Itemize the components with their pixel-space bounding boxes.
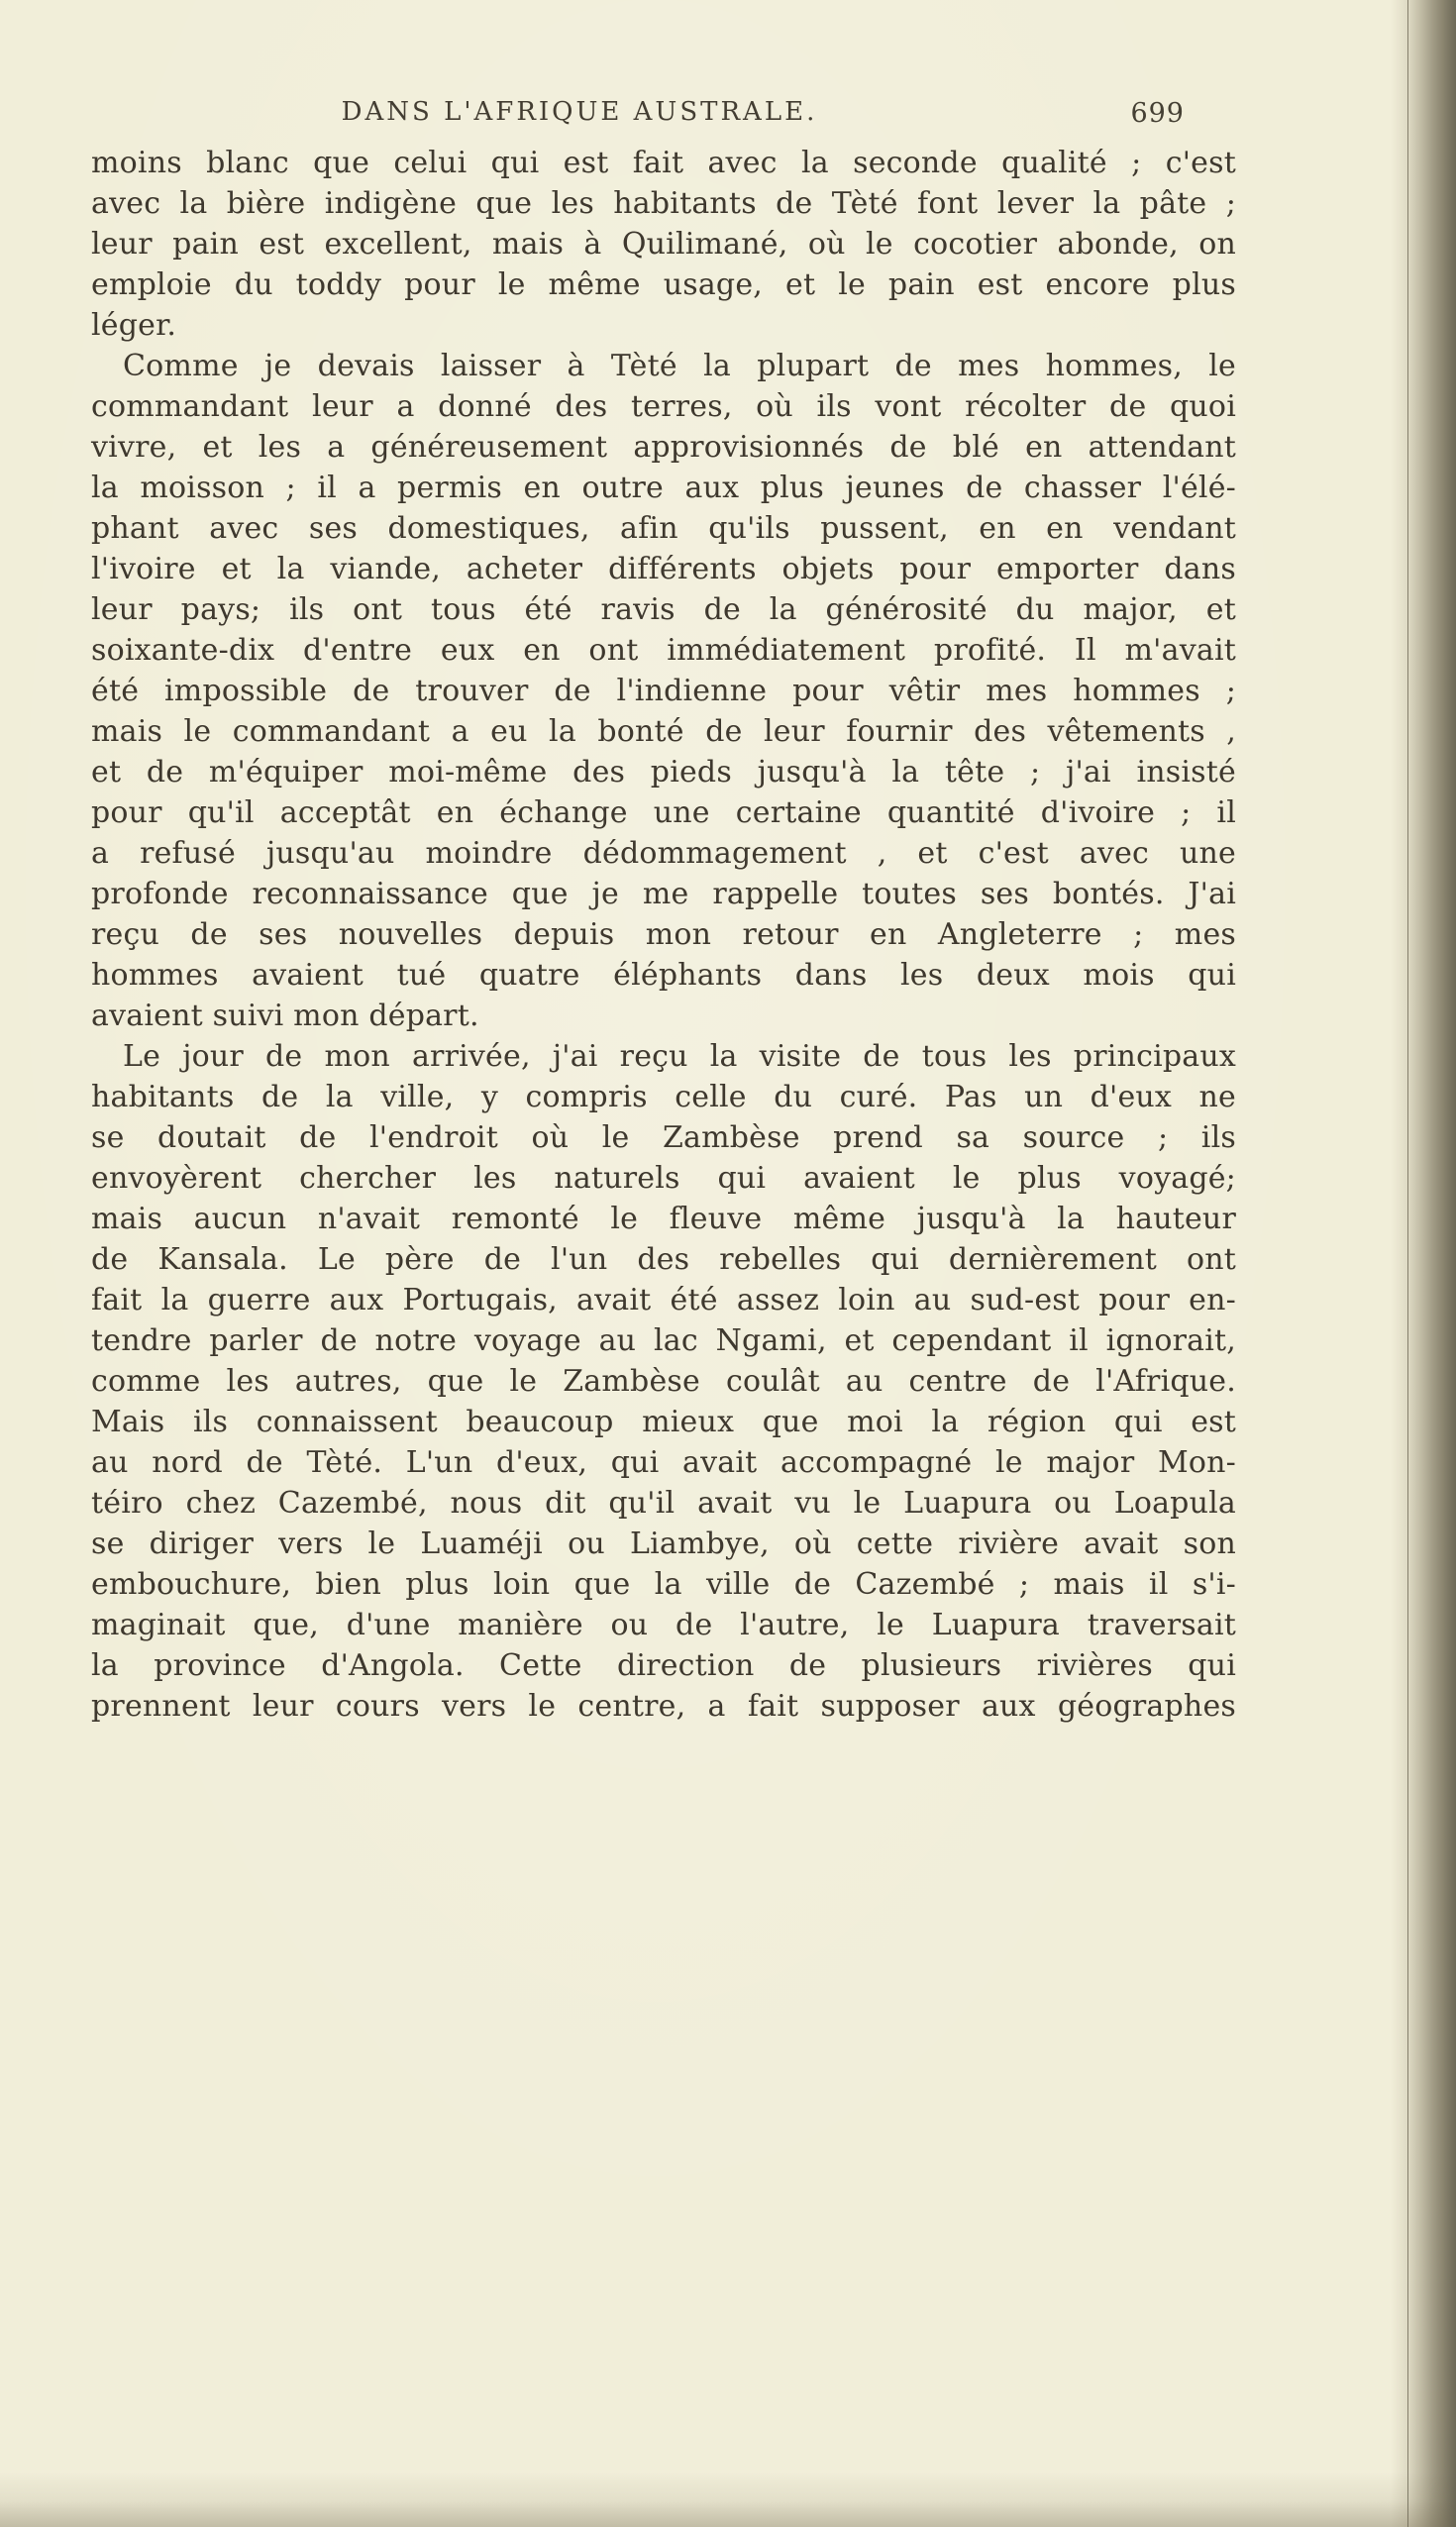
text-line: téiro chez Cazembé, nous dit qu'il avait vu le Luapura ou Loapula bbox=[91, 1486, 1236, 1521]
text-line: mais le commandant a eu la bonté de leur fournir des vêtements , bbox=[91, 714, 1236, 749]
text-line: pour qu'il acceptât en échange une certaine quantité d'ivoire ; il bbox=[91, 795, 1236, 830]
page-edge-shadow bbox=[1407, 0, 1456, 2527]
running-title: DANS L'AFRIQUE AUSTRALE. bbox=[341, 97, 818, 127]
text-line: profonde reconnaissance que je me rappelle toutes ses bontés. J'ai bbox=[91, 877, 1236, 911]
page-bottom-shadow bbox=[0, 2501, 1456, 2527]
text-line: commandant leur a donné des terres, où ils vont récolter de quoi bbox=[91, 389, 1236, 424]
text-line: au nord de Tèté. L'un d'eux, qui avait accompagné le major Mon- bbox=[91, 1445, 1236, 1480]
text-line: tendre parler de notre voyage au lac Ngami, et cependant il ignorait, bbox=[91, 1323, 1236, 1358]
text-line: a refusé jusqu'au moindre dédommagement , et c'est avec une bbox=[91, 836, 1236, 871]
text-line: l'ivoire et la viande, acheter différents objets pour emporter dans bbox=[91, 552, 1236, 586]
page-number: 699 bbox=[1130, 98, 1185, 129]
text-line: mais aucun n'avait remonté le fleuve même jusqu'à la hauteur bbox=[91, 1202, 1236, 1236]
paragraph bbox=[91, 346, 1236, 1036]
text-line: se diriger vers le Luaméji ou Liambye, où cette rivière avait son bbox=[91, 1527, 1236, 1561]
text-line: la province d'Angola. Cette direction de plusieurs rivières qui bbox=[91, 1648, 1236, 1683]
paragraph bbox=[91, 143, 1236, 346]
text-line: embouchure, bien plus loin que la ville de Cazembé ; mais il s'i- bbox=[91, 1567, 1236, 1602]
text-line: comme les autres, que le Zambèse coulât au centre de l'Afrique. bbox=[91, 1364, 1236, 1399]
text-line: soixante-dix d'entre eux en ont immédiatement profité. Il m'avait bbox=[91, 633, 1236, 668]
text-line: été impossible de trouver de l'indienne pour vêtir mes hommes ; bbox=[91, 674, 1236, 708]
text-line: avaient suivi mon départ. bbox=[91, 999, 479, 1033]
text-line: et de m'équiper moi-même des pieds jusqu'à la tête ; j'ai insisté bbox=[91, 755, 1236, 790]
paragraph bbox=[91, 1036, 1236, 1727]
text-line: Comme je devais laisser à Tèté la plupart de mes hommes, le bbox=[123, 349, 1236, 383]
text-line: léger. bbox=[91, 308, 177, 343]
text-block bbox=[91, 143, 1236, 1727]
text-line: leur pays; ils ont tous été ravis de la générosité du major, et bbox=[91, 592, 1236, 627]
text-line: moins blanc que celui qui est fait avec la seconde qualité ; c'est bbox=[91, 146, 1236, 180]
page-header bbox=[91, 97, 1236, 137]
text-line: habitants de la ville, y compris celle du curé. Pas un d'eux ne bbox=[91, 1080, 1236, 1114]
text-line: avec la bière indigène que les habitants de Tèté font lever la pâte ; bbox=[91, 186, 1236, 221]
text-line: Mais ils connaissent beaucoup mieux que moi la région qui est bbox=[91, 1405, 1236, 1439]
text-line: maginait que, d'une manière ou de l'autre, le Luapura traversait bbox=[91, 1608, 1236, 1642]
text-line: leur pain est excellent, mais à Quilimané, où le cocotier abonde, on bbox=[91, 227, 1236, 262]
text-line: Le jour de mon arrivée, j'ai reçu la visite de tous les principaux bbox=[123, 1039, 1236, 1074]
text-line: hommes avaient tué quatre éléphants dans les deux mois qui bbox=[91, 958, 1236, 993]
text-line: fait la guerre aux Portugais, avait été assez loin au sud-est pour en- bbox=[91, 1283, 1236, 1317]
text-line: vivre, et les a généreusement approvisionnés de blé en attendant bbox=[91, 430, 1236, 465]
text-line: phant avec ses domestiques, afin qu'ils pussent, en en vendant bbox=[91, 511, 1236, 546]
text-line: la moisson ; il a permis en outre aux plus jeunes de chasser l'élé- bbox=[91, 471, 1236, 505]
text-line: prennent leur cours vers le centre, a fait supposer aux géographes bbox=[91, 1689, 1236, 1724]
text-line: se doutait de l'endroit où le Zambèse prend sa source ; ils bbox=[91, 1120, 1236, 1155]
text-line: emploie du toddy pour le même usage, et le pain est encore plus bbox=[91, 267, 1236, 302]
text-line: reçu de ses nouvelles depuis mon retour en Angleterre ; mes bbox=[91, 917, 1236, 952]
text-line: envoyèrent chercher les naturels qui avaient le plus voyagé; bbox=[91, 1161, 1236, 1196]
text-line: de Kansala. Le père de l'un des rebelles qui dernièrement ont bbox=[91, 1242, 1236, 1277]
